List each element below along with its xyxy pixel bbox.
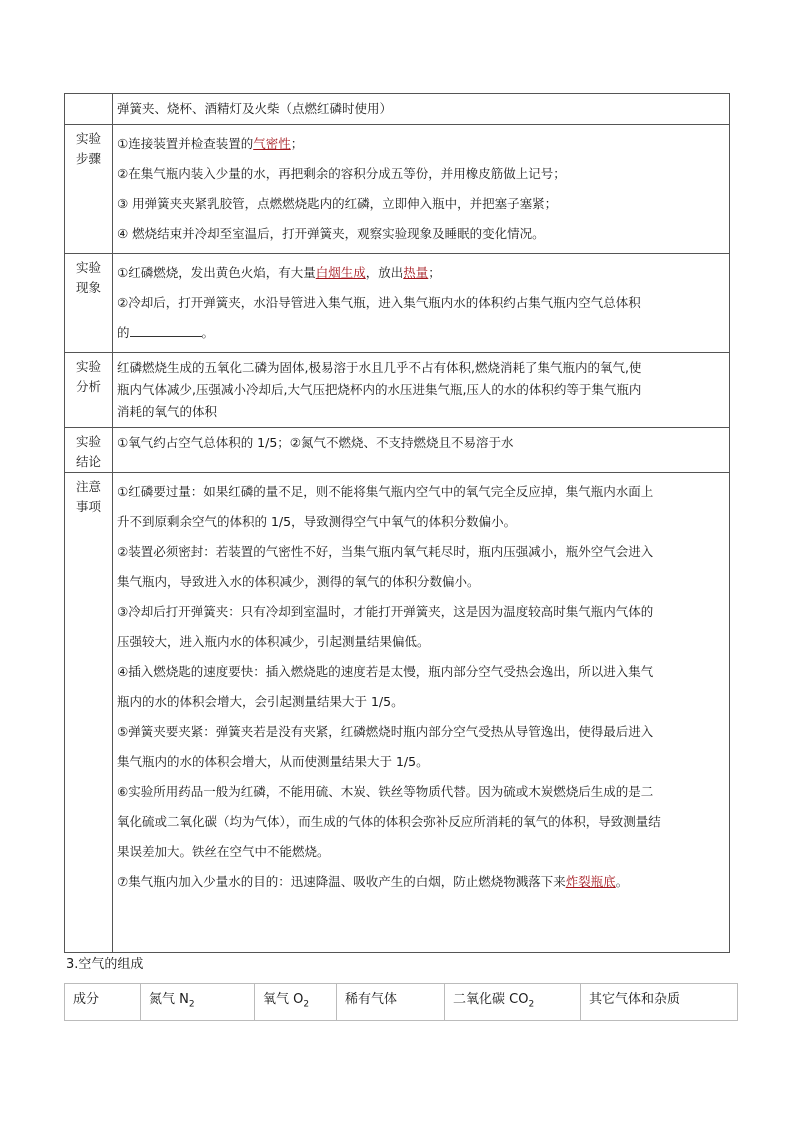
row-label <box>65 94 112 98</box>
composition-cell <box>445 984 581 1021</box>
line-text: ； <box>428 265 441 280</box>
table-row <box>65 428 730 473</box>
content-line: 集气瓶内的水的体积会增大，从而使测量结果大于 1/5。 <box>117 754 429 769</box>
experiment-table <box>64 93 730 953</box>
composition-cell <box>255 984 337 1021</box>
row-content-cell <box>113 94 730 125</box>
composition-cell <box>337 984 445 1021</box>
line-text: 。 <box>201 325 215 340</box>
row-label: 实验 步骤 <box>75 131 101 166</box>
line-text: ①连接装置并检查装置的 <box>117 136 254 151</box>
content-line: 升不到原剩余空气的体积的 1/5，导致测得空气中氧气的体积分数偏小。 <box>117 514 517 529</box>
content-line: 集气瓶内，导致进入水的体积减少，测得的氧气的体积分数偏小。 <box>117 574 480 589</box>
table-row <box>65 473 730 953</box>
row-content-cell <box>113 428 730 473</box>
composition-label: 氧气 O <box>263 992 304 1007</box>
content-line: ④ 燃烧结束并冷却至室温后，打开弹簧夹，观察实验现象及睡眠的变化情况。 <box>117 226 545 241</box>
row-content <box>113 473 729 901</box>
composition-label: 二氧化碳 CO <box>453 992 529 1007</box>
row-content-cell <box>113 254 730 353</box>
row-label-cell <box>65 94 113 125</box>
composition-row <box>65 984 738 1021</box>
formula-subscript: 2 <box>303 999 310 1010</box>
line-text: 。 <box>615 874 629 889</box>
row-content-cell <box>113 125 730 254</box>
content-line: 果误差加大。铁丝在空气中不能燃烧。 <box>117 844 330 859</box>
content-line: ①氧气约占空气总体积的 1/5；②氮气不燃烧、不支持燃烧且不易溶于水 <box>117 435 514 450</box>
content-line: ⑥实验所用药品一般为红磷，不能用硫、木炭、铁丝等物质代替。因为硫或木炭燃烧后生成的是二 <box>117 784 654 799</box>
content-line: 氧化硫或二氧化碳（均为气体），而生成的气体的体积会弥补反应所消耗的氧气的体积，导致测量结 <box>117 814 661 829</box>
content-line <box>117 129 725 159</box>
composition-label: 其它气体和杂质 <box>589 992 681 1007</box>
row-label-cell <box>65 473 113 953</box>
highlighted-answer: 气密性 <box>253 136 291 151</box>
line-text: 的 <box>117 325 130 340</box>
composition-cell <box>65 984 141 1021</box>
row-content <box>113 428 729 458</box>
content-line: ④插入燃烧匙的速度要快：插入燃烧匙的速度若是太慢，瓶内部分空气受热会逸出，所以进入集气 <box>117 664 654 679</box>
row-label-cell <box>65 254 113 353</box>
content-line: ⑤弹簧夹要夹紧：弹簧夹若是没有夹紧，红磷燃烧时瓶内部分空气受热从导管逸出，使得最后进入 <box>117 724 654 739</box>
row-content <box>113 353 729 427</box>
row-label: 实验 分析 <box>75 359 101 394</box>
section-title: 3.空气的组成 <box>66 957 144 972</box>
row-label-cell <box>65 353 113 428</box>
composition-label: 稀有气体 <box>345 992 398 1007</box>
row-content <box>113 125 729 253</box>
content-line: ②装置必须密封：若装置的气密性不好，当集气瓶内氧气耗尽时，瓶内压强减小，瓶外空气会进入 <box>117 544 654 559</box>
content-line: 红磷燃烧生成的五氧化二磷为固体,极易溶于水且几乎不占有体积,燃烧消耗了集气瓶内的氧气,使 <box>117 360 642 375</box>
table-row <box>65 254 730 353</box>
row-content <box>113 94 729 124</box>
table-row <box>65 125 730 254</box>
content-line: ③冷却后打开弹簧夹：只有冷却到室温时，才能打开弹簧夹，这是因为温度较高时集气瓶内气体的 <box>117 604 654 619</box>
content-line: 弹簧夹、烧杯、酒精灯及火柴（点燃红磷时使用） <box>117 101 393 116</box>
formula-subscript: 2 <box>528 999 535 1010</box>
content-line: 瓶内气体减少,压强减小冷却后,大气压把烧杯内的水压进集气瓶,压人的水的体积约等于集气瓶内 <box>117 382 642 397</box>
table-row <box>65 353 730 428</box>
row-content-cell <box>113 353 730 428</box>
row-label-cell <box>65 125 113 254</box>
row-label: 实验 现象 <box>75 260 101 295</box>
table-row <box>65 94 730 125</box>
content-line <box>117 318 725 348</box>
content-line <box>117 258 725 288</box>
row-content <box>113 254 729 352</box>
content-line: 瓶内的水的体积会增大，会引起测量结果大于 1/5。 <box>117 694 404 709</box>
line-text: ①红磷燃烧，发出黄色火焰，有大量 <box>117 265 316 280</box>
row-content-cell <box>113 473 730 953</box>
content-line: 消耗的氧气的体积 <box>117 404 218 419</box>
content-line: 压强较大，进入瓶内水的体积减少，引起测量结果偏低。 <box>117 634 430 649</box>
line-text: ； <box>290 136 304 151</box>
composition-cell <box>141 984 255 1021</box>
highlighted-answer: 炸裂瓶底 <box>565 874 616 889</box>
content-line: ③ 用弹簧夹夹紧乳胶管，点燃燃烧匙内的红磷，立即伸入瓶中，并把塞子塞紧； <box>117 196 558 211</box>
composition-table <box>64 983 738 1021</box>
row-label: 实验 结论 <box>75 434 101 469</box>
content-line: ②冷却后，打开弹簧夹，水沿导管进入集气瓶，进入集气瓶内水的体积约占集气瓶内空气总体积 <box>117 295 641 310</box>
highlighted-answer: 热量 <box>403 265 429 280</box>
row-label: 注意 事项 <box>75 479 101 514</box>
line-text: ⑦集气瓶内加入少量水的目的：迅速降温、吸收产生的白烟，防止燃烧物溅落下来 <box>117 874 566 889</box>
highlighted-answer: 白烟生成 <box>315 265 366 280</box>
composition-cell <box>581 984 738 1021</box>
composition-label: 氮气 N <box>149 992 189 1007</box>
content-line <box>117 867 725 897</box>
content-line: ①红磷要过量：如果红磷的量不足，则不能将集气瓶内空气中的氧气完全反应掉，集气瓶内水面上 <box>117 484 654 499</box>
fill-in-blank <box>130 322 202 337</box>
line-text: ，放出 <box>365 265 404 280</box>
formula-subscript: 2 <box>188 999 195 1010</box>
row-label-cell <box>65 428 113 473</box>
composition-label: 成分 <box>73 992 100 1007</box>
content-line: ②在集气瓶内装入少量的水，再把剩余的容积分成五等份，并用橡皮筋做上记号； <box>117 166 566 181</box>
